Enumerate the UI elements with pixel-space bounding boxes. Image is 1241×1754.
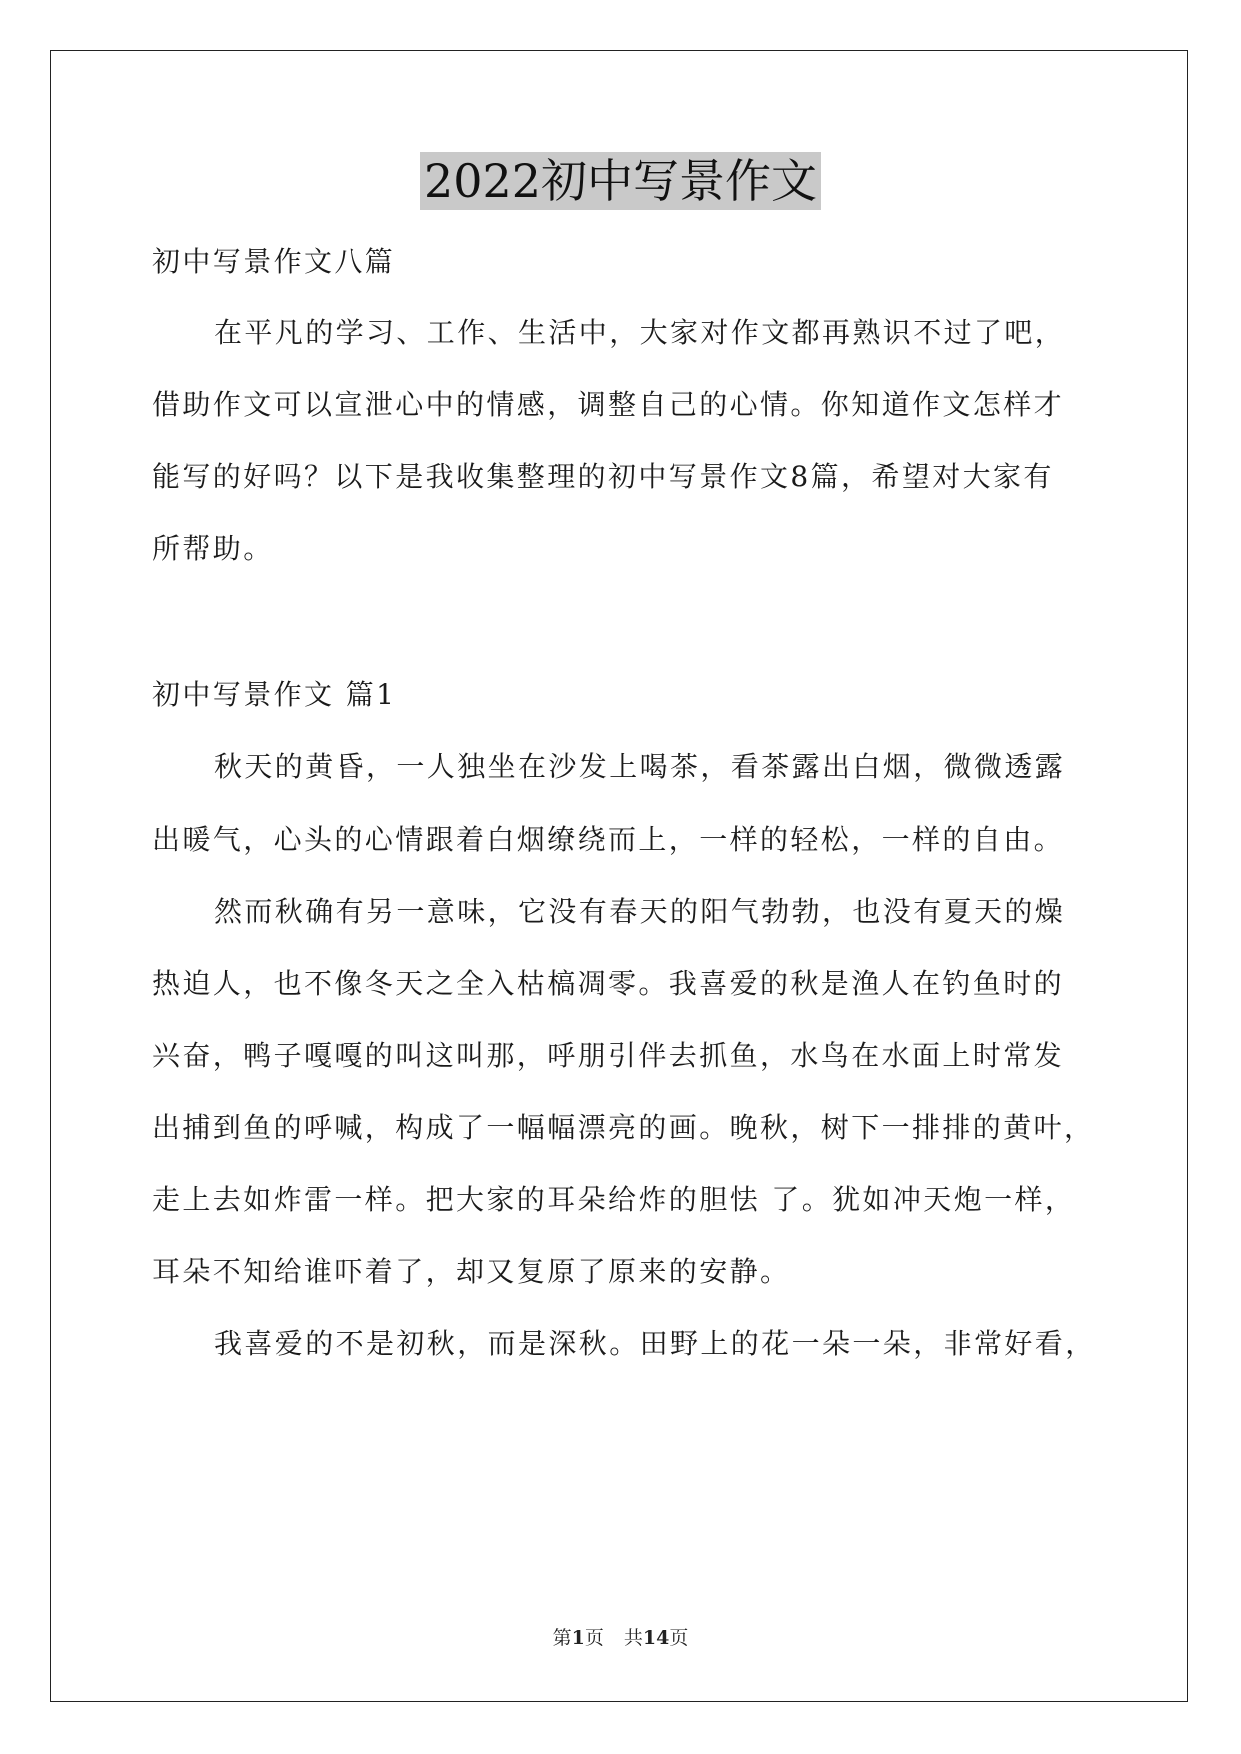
body-paragraph-line: 我喜爱的不是初秋，而是深秋。田野上的花一朵一朵，非常好看， [214, 1327, 1096, 1360]
footer-total-pages: 14 [642, 1627, 670, 1649]
intro-paragraph-line: 能写的好吗？以下是我收集整理的初中写景作文8篇，希望对大家有 [152, 460, 1054, 493]
footer-page-number: 1 [571, 1627, 585, 1649]
subtitle-line: 初中写景作文八篇 [152, 245, 396, 278]
page-footer [0, 1626, 1241, 1650]
body-paragraph-line: 然而秋确有另一意味，它没有春天的阳气勃勃，也没有夏天的燥 [214, 895, 1066, 928]
body-paragraph-line: 出捕到鱼的呼喊，构成了一幅幅漂亮的画。晚秋，树下一排排的黄叶， [152, 1111, 1095, 1144]
body-paragraph-line: 走上去如炸雷一样。把大家的耳朵给炸的胆怯 了。犹如冲天炮一样， [152, 1183, 1076, 1216]
body-paragraph-line: 兴奋，鸭子嘎嘎的叫这叫那，呼朋引伴去抓鱼，水鸟在水面上时常发 [152, 1039, 1065, 1072]
body-paragraph-line: 耳朵不知给谁吓着了，却又复原了原来的安静。 [152, 1255, 791, 1288]
document-title: 2022初中写景作文 [420, 152, 821, 210]
footer-page-suffix: 页 [584, 1627, 604, 1649]
body-paragraph-line: 出暖气，心头的心情跟着白烟缭绕而上，一样的轻松，一样的自由。 [152, 823, 1065, 856]
intro-paragraph-line: 所帮助。 [152, 532, 274, 565]
footer-total-prefix: 共 [623, 1627, 643, 1649]
footer-total-suffix: 页 [669, 1627, 689, 1649]
title-container [0, 152, 1241, 210]
body-paragraph-line: 热迫人，也不像冬天之全入枯槁凋零。我喜爱的秋是渔人在钓鱼时的 [152, 967, 1065, 1000]
body-paragraph-line: 秋天的黄昏，一人独坐在沙发上喝茶，看茶露出白烟，微微透露 [214, 750, 1066, 783]
section-heading: 初中写景作文 篇1 [152, 678, 397, 711]
page-border [50, 50, 1188, 1702]
footer-page-prefix: 第 [552, 1627, 572, 1649]
intro-paragraph-line: 在平凡的学习、工作、生活中，大家对作文都再熟识不过了吧， [214, 316, 1066, 349]
intro-paragraph-line: 借助作文可以宣泄心中的情感，调整自己的心情。你知道作文怎样才 [152, 388, 1065, 421]
